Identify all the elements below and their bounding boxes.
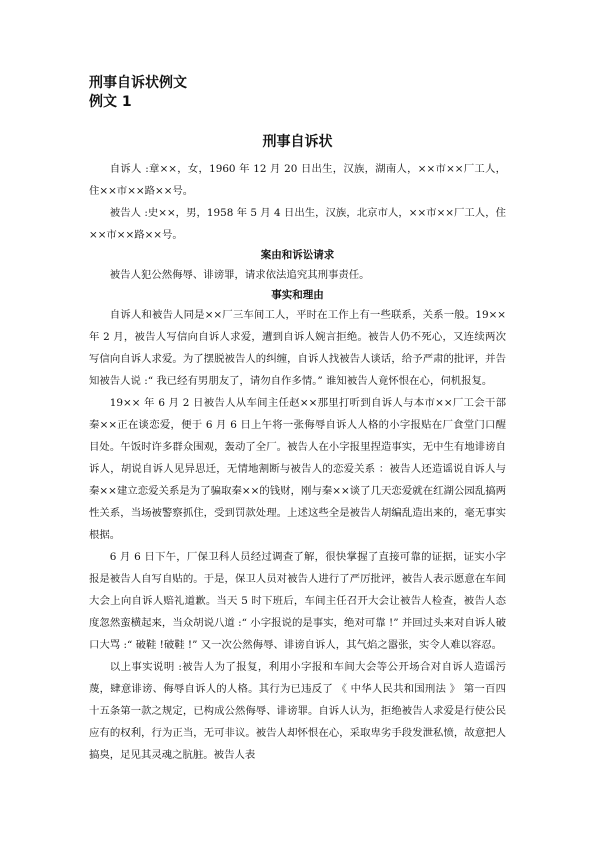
document-page bbox=[89, 74, 506, 766]
section-heading-facts: 事实和理由 bbox=[271, 289, 324, 301]
section-heading-claims: 案由和诉讼请求 bbox=[260, 249, 335, 261]
example-label: 例文 1 bbox=[89, 94, 132, 110]
facts-paragraph: 19×× 年 6 月 2 日被告人从车间主任赵××那里打听到自诉人与本市××厂工会干部秦××正在谈恋爱，便于 6 月 6 日上午将一张侮辱自诉人人格的小字报贴在厂食堂门口醒目处。午饭时许多群众围观，轰动了全厂。被告人在小字报里捏造事实，无中生有地诽谤自诉人，胡说自诉人见异思迁，无情地割断与被告人的恋爱关系 ：被告人还造谣说自诉人与秦××建立恋爱关系是为了骗取秦××的钱财，刚与秦××谈了几天恋爱就在红湖公园乱搞两性关系，当场被警察抓住，受到罚款处理。上述这些全是被告人胡编乱造出来的，毫无事实根据。 bbox=[89, 397, 506, 541]
plaintiff-info: 自诉人 :章××，女，1960 年 12 月 20 日出生，汉族，湖南人，××市××厂工人，住××市××路××号。 bbox=[89, 163, 506, 197]
complaint-title: 刑事自诉状 bbox=[262, 134, 333, 150]
claims-text: 被告人犯公然侮辱、诽谤罪，请求依法追究其刑事责任。 bbox=[109, 269, 370, 281]
facts-paragraph: 自诉人和被告人同是××厂三车间工人，平时在工作上有一些联系，关系一般。19××年 2 月，被告人写信向自诉人求爱，遭到自诉人婉言拒绝。被告人仍不死心，又连续两次写信向自诉人求爱。为了摆脱被告人的纠缠，自诉人找被告人谈话，给予严肃的批评，并告知被告人说 :“ 我已经有男朋友了，请勿自作多情。” 谁知被告人竟怀恨在心，伺机报复。 bbox=[89, 309, 506, 387]
facts-paragraph: 以上事实说明 :被告人为了报复，利用小字报和车间大会等公开场合对自诉人造谣污蔑，肆意诽谤、侮辱自诉人的人格。其行为已违反了 《 中华人民共和国刑法 》 第一百四十五条第一款之规定，已构成公然侮辱、诽谤罪。自诉人认为，拒绝被告人求爱是行使公民应有的权利，行为正当，无可非议。被告人却怀恨在心，采取卑劣手段发泄私愤，故意把人搞臭，足见其灵魂之肮脏。被告人表 bbox=[89, 661, 506, 761]
document-heading: 刑事自诉状例文 bbox=[89, 75, 187, 91]
facts-paragraph: 6 月 6 日下午，厂保卫科人员经过调查了解，很快掌握了直接可靠的证据，证实小字报是被告人自写自贴的。于是，保卫人员对被告人进行了严厉批评，被告人表示愿意在车间大会上向自诉人赔礼道歉。当天 5 时下班后，车间主任召开大会让被告人检查，被告人态度忽然蛮横起来，当众胡说八道 :“ 小字报说的是事实，绝对可靠 !” 并回过头来对自诉人破口大骂 :“ 破鞋 !破鞋 !” 又一次公然侮辱、诽谤自诉人，其气焰之嚣张，实令人难以容忍。 bbox=[89, 551, 506, 651]
defendant-info: 被告人 :史××，男，1958 年 5 月 4 日出生，汉族，北京市人，××市××厂工人，住××市××路××号。 bbox=[89, 207, 506, 241]
